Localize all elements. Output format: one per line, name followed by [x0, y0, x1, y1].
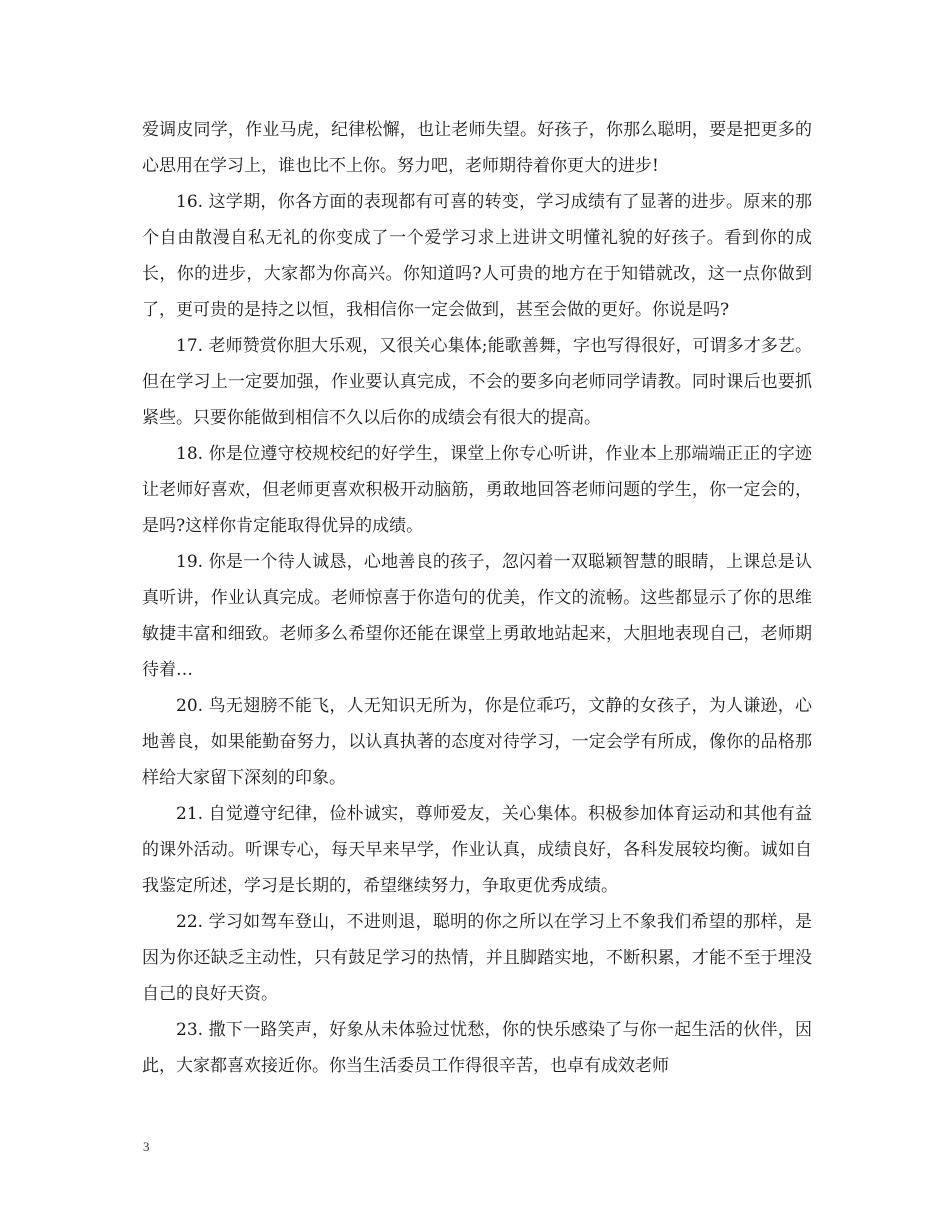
paragraph-17: 17. 老师赞赏你胆大乐观，又很关心集体;能歌善舞，字也写得很好，可谓多才多艺。但在学习上一定要加强，作业要认真完成，不会的要多向老师同学请教。同时课后也要抓紧些。只要你能做到相信不久以后你的成绩会有很大的提高。 — [142, 336, 812, 428]
paragraph-18: 18. 你是位遵守校规校纪的好学生，课堂上你专心听讲，作业本上那端端正正的字迹让老师好喜欢，但老师更喜欢积极开动脑筋，勇敢地回答老师问题的学生，你一定会的，是吗?这样你肯定能取得优异的成绩。 — [142, 444, 812, 536]
page-number: 3 — [143, 1139, 150, 1154]
paragraph-23: 23. 撒下一路笑声，好象从未体验过忧愁，你的快乐感染了与你一起生活的伙伴，因此，大家都喜欢接近你。你当生活委员工作得很辛苦，也卓有成效老师 — [142, 1020, 812, 1076]
paragraph-19: 19. 你是一个待人诚恳，心地善良的孩子，忽闪着一双聪颖智慧的眼睛，上课总是认真听讲，作业认真完成。老师惊喜于你造句的优美，作文的流畅。这些都显示了你的思维敏捷丰富和细致。老师多么希望你还能在课堂上勇敢地站起来，大胆地表现自己，老师期待着… — [142, 552, 812, 680]
document-page — [142, 112, 812, 1084]
paragraph-21: 21. 自觉遵守纪律，俭朴诚实，尊师爱友，关心集体。积极参加体育运动和其他有益的课外活动。听课专心，每天早来早学，作业认真，成绩良好，各科发展较均衡。诚如自我鉴定所述，学习是长期的，希望继续努力，争取更优秀成绩。 — [142, 804, 812, 896]
paragraph-continuation: 爱调皮同学，作业马虎，纪律松懈，也让老师失望。好孩子，你那么聪明，要是把更多的心思用在学习上，谁也比不上你。努力吧，老师期待着你更大的进步! — [142, 120, 812, 176]
paragraph-16: 16. 这学期，你各方面的表现都有可喜的转变，学习成绩有了显著的进步。原来的那个自由散漫自私无礼的你变成了一个爱学习求上进讲文明懂礼貌的好孩子。看到你的成长，你的进步，大家都为你高兴。你知道吗?人可贵的地方在于知错就改，这一点你做到了，更可贵的是持之以恒，我相信你一定会做到，甚至会做的更好。你说是吗? — [142, 192, 812, 320]
paragraph-22: 22. 学习如驾车登山，不进则退，聪明的你之所以在学习上不象我们希望的那样，是因为你还缺乏主动性，只有鼓足学习的热情，并且脚踏实地，不断积累，才能不至于埋没自己的良好天资。 — [142, 912, 812, 1004]
paragraph-20: 20. 鸟无翅膀不能飞，人无知识无所为，你是位乖巧，文静的女孩子，为人谦逊，心地善良，如果能勤奋努力，以认真执著的态度对待学习，一定会学有所成，像你的品格那样给大家留下深刻的印象。 — [142, 696, 812, 788]
